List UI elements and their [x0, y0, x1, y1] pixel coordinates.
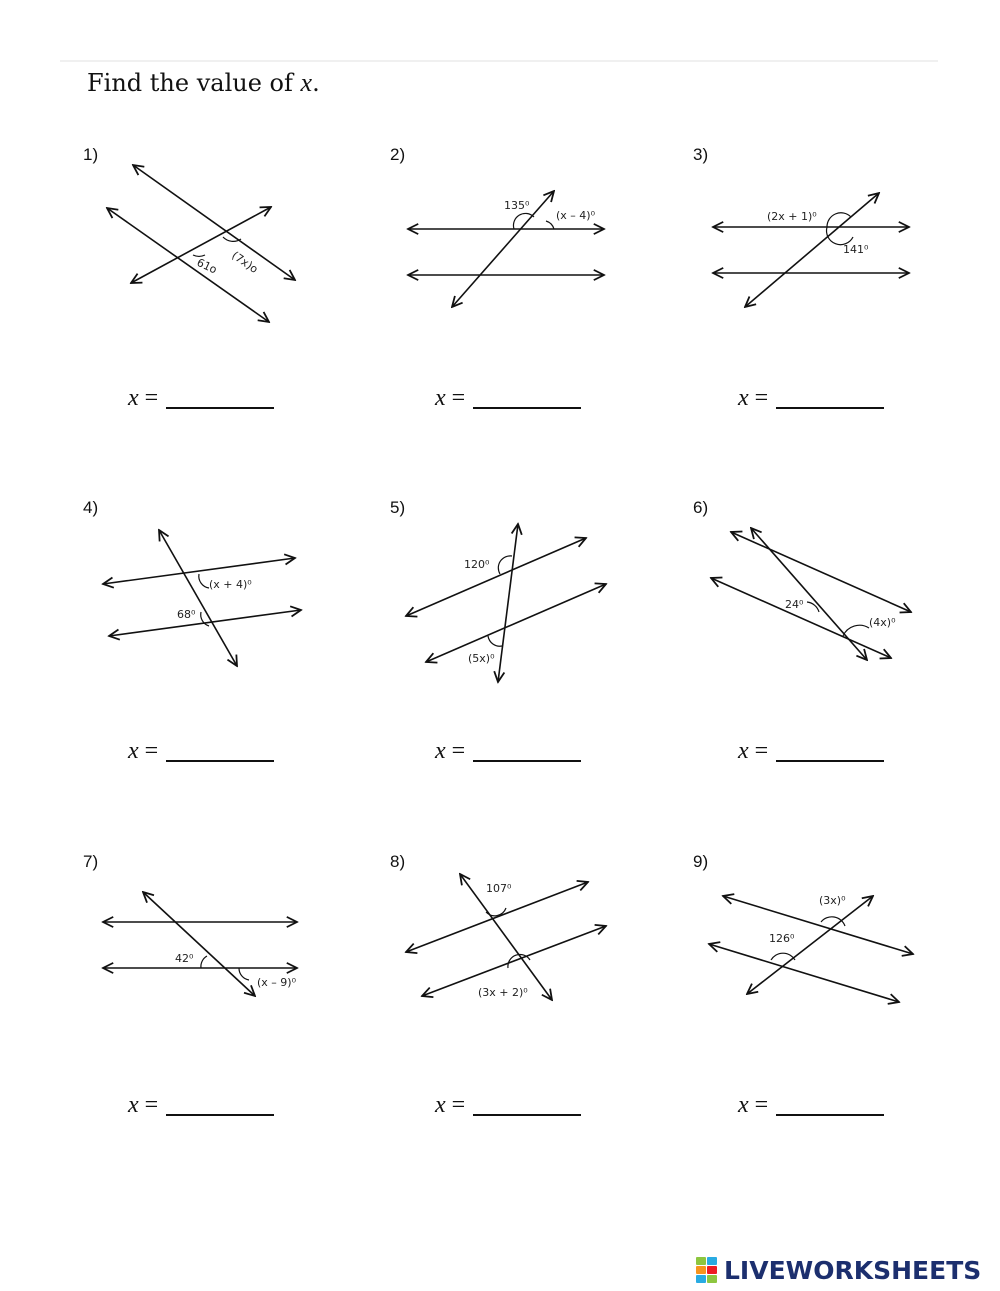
angle-label: (7x)o [229, 248, 261, 276]
title-variable: x [300, 68, 313, 97]
answer-row [738, 738, 884, 765]
angle-arc [201, 956, 207, 968]
angle-diagram [83, 498, 343, 698]
answer-row [435, 385, 581, 412]
answer-equals: = [144, 1092, 159, 1118]
answer-blank[interactable] [473, 760, 581, 762]
problem-1 [83, 145, 343, 445]
problem-number: 2) [390, 145, 406, 164]
angle-diagram [83, 145, 343, 345]
angle-arc [546, 221, 554, 229]
transversal-line [159, 530, 237, 666]
angle-label: 135⁰ [504, 199, 530, 212]
answer-variable: x [128, 385, 139, 411]
answer-row [435, 738, 581, 765]
answer-blank[interactable] [166, 407, 274, 409]
angle-label: 42⁰ [175, 952, 194, 965]
answer-row [128, 1092, 274, 1119]
angle-arc [488, 636, 502, 646]
angle-diagram [390, 852, 650, 1052]
answer-blank[interactable] [166, 760, 274, 762]
parallel-line [709, 944, 899, 1002]
angle-diagram [693, 852, 953, 1052]
page-title [87, 68, 320, 98]
problem-5 [390, 498, 650, 798]
problem-9 [693, 852, 953, 1152]
angle-diagram [390, 145, 650, 345]
angle-arc [513, 213, 534, 229]
transversal-line [751, 528, 867, 660]
answer-blank[interactable] [776, 1114, 884, 1116]
problem-3 [693, 145, 953, 445]
angle-label: (x + 4)⁰ [209, 578, 252, 591]
problem-number: 3) [693, 145, 709, 164]
answer-equals: = [754, 1092, 769, 1118]
angle-label: (3x)⁰ [819, 894, 846, 907]
parallel-line [723, 896, 913, 954]
angle-label: (2x + 1)⁰ [767, 210, 817, 223]
problem-number: 5) [390, 498, 406, 517]
problem-6 [693, 498, 953, 798]
answer-blank[interactable] [473, 407, 581, 409]
parallel-line [731, 532, 911, 612]
answer-equals: = [451, 385, 466, 411]
angle-label: 120⁰ [464, 558, 490, 571]
title-period: . [312, 69, 320, 97]
problem-number: 6) [693, 498, 709, 517]
answer-variable: x [738, 385, 749, 411]
answer-variable: x [128, 738, 139, 764]
answer-equals: = [754, 385, 769, 411]
logo-mark-icon [696, 1257, 720, 1283]
angle-label: (x – 4)⁰ [556, 209, 595, 222]
angle-label: 126⁰ [769, 932, 795, 945]
answer-equals: = [754, 738, 769, 764]
problem-4 [83, 498, 343, 798]
angle-label: (3x + 2)⁰ [478, 986, 528, 999]
answer-variable: x [435, 385, 446, 411]
angle-diagram [390, 498, 650, 698]
problem-7 [83, 852, 343, 1152]
transversal-line [452, 191, 554, 307]
problem-number: 4) [83, 498, 99, 517]
angle-label: (x – 9)⁰ [257, 976, 296, 989]
answer-equals: = [144, 385, 159, 411]
answer-equals: = [451, 1092, 466, 1118]
answer-blank[interactable] [473, 1114, 581, 1116]
answer-variable: x [738, 738, 749, 764]
answer-row [738, 1092, 884, 1119]
logo-text: LIVEWORKSHEETS [724, 1255, 982, 1285]
angle-arc [193, 255, 205, 256]
title-text: Find the value of [87, 69, 301, 97]
answer-equals: = [451, 738, 466, 764]
angle-label: 68⁰ [177, 608, 196, 621]
problem-number: 1) [83, 145, 99, 164]
transversal-line [747, 896, 873, 994]
angle-arc [843, 625, 869, 636]
answer-row [738, 385, 884, 412]
problem-8 [390, 852, 650, 1152]
top-divider [60, 60, 938, 62]
answer-row [128, 385, 274, 412]
answer-blank[interactable] [166, 1114, 274, 1116]
problem-number: 9) [693, 852, 709, 871]
parallel-line [109, 610, 301, 636]
angle-label: 107⁰ [486, 882, 512, 895]
angle-arc [199, 574, 209, 588]
angle-label: 141⁰ [843, 243, 869, 256]
transversal-line [143, 892, 255, 996]
parallel-line [711, 578, 891, 658]
liveworksheets-logo[interactable] [696, 1256, 981, 1284]
answer-equals: = [144, 738, 159, 764]
angle-diagram [693, 498, 953, 698]
answer-row [128, 738, 274, 765]
transversal-line [498, 524, 518, 682]
answer-blank[interactable] [776, 760, 884, 762]
angle-diagram [693, 145, 953, 345]
answer-variable: x [738, 1092, 749, 1118]
angle-label: (4x)⁰ [869, 616, 896, 629]
answer-blank[interactable] [776, 407, 884, 409]
answer-variable: x [435, 1092, 446, 1118]
angle-arc [239, 968, 249, 980]
answer-variable: x [128, 1092, 139, 1118]
angle-label: (5x)⁰ [468, 652, 495, 665]
angle-diagram [83, 852, 343, 1052]
angle-label: 24⁰ [785, 598, 804, 611]
angle-label: 61o [194, 255, 220, 277]
answer-variable: x [435, 738, 446, 764]
problem-number: 8) [390, 852, 406, 871]
answer-row [435, 1092, 581, 1119]
problem-2 [390, 145, 650, 445]
problem-number: 7) [83, 852, 99, 871]
